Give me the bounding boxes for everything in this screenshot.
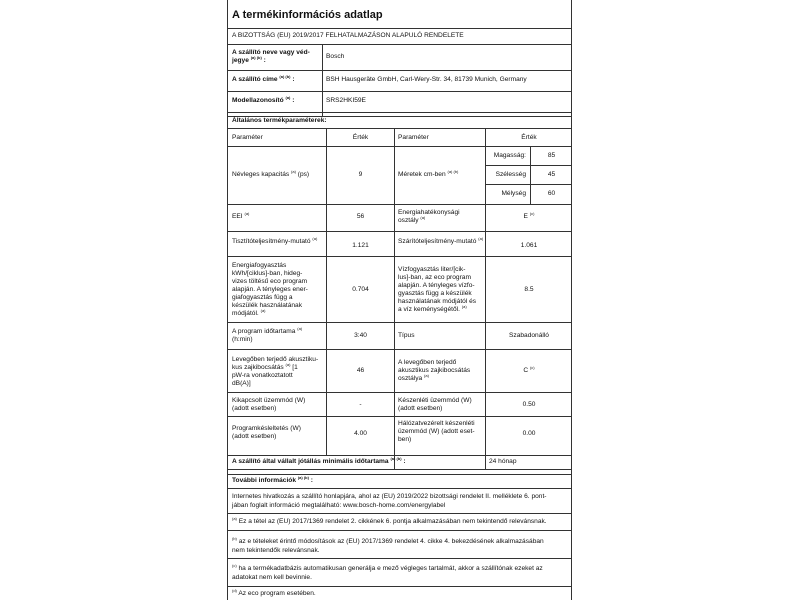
cleaning-label: Tisztítóteljesítmény-mutató — [232, 238, 311, 245]
noise-class-ref: (a) — [424, 372, 429, 378]
noise-label-line: [1 — [292, 364, 298, 371]
eei-label: EEI — [232, 213, 243, 220]
width-label: Szélesség — [495, 171, 526, 178]
standby-label-2: (adott esetben) — [398, 405, 443, 412]
capacity-unit: (ps) — [297, 171, 310, 178]
energy-consumption-label-line: készülék használatának — [232, 302, 303, 309]
column-header-parameter-right: Paraméter — [398, 134, 429, 141]
column-header-value: Érték — [352, 134, 369, 141]
footnote-b-line-2: nem tekintendők relevánsnak. — [232, 547, 320, 554]
eei-ref: (a) — [244, 210, 250, 216]
noise-class-label-line: A levegőben terjedő — [398, 359, 457, 366]
program-duration-label-2: (h:min) — [232, 336, 253, 343]
water-consumption-label-line: használatának módjától és — [398, 298, 477, 305]
energy-class-label-2: osztály — [398, 217, 419, 224]
water-consumption-label-line: lus]-ban, az eco program — [398, 274, 471, 281]
footnote-a-ref: (a) — [232, 515, 237, 521]
footnote-c-line-2: adatokat nem kell bevinnie. — [232, 574, 312, 581]
energy-consumption-ref: (a) — [260, 307, 266, 313]
networked-standby-label-line: üzemmód (W) (adott eset- — [398, 428, 475, 435]
supplier-address-refs: (a) (b) — [279, 73, 291, 79]
noise-class-value-ref: (c) — [529, 364, 535, 370]
capacity-ref: (a) — [291, 168, 296, 174]
depth-value: 60 — [547, 190, 556, 197]
water-consumption-ref: (a) — [461, 303, 467, 309]
footnote-b-line-1: az e tételeket érintő módosítások az (EU) 2017/1369 rendelet 4. cikke 4. bekezdésének alkalmazásában — [238, 538, 544, 545]
capacity-label: Névleges kapacitás — [232, 171, 290, 178]
energy-consumption-label-line: kWh/[ciklus]-ban, hideg- — [232, 270, 303, 277]
footnote-a-text: Ez a tétel az (EU) 2017/1369 rendelet 2. cikkének 6. pontja alkalmazásában nem tekintendő relevánsnak. — [238, 518, 547, 525]
standby-label-1: Készenléti üzemmód (W) — [398, 397, 472, 404]
cleaning-value: 1.121 — [352, 242, 369, 249]
capacity-value: 9 — [358, 171, 363, 178]
column-header-value-right: Érték — [521, 134, 537, 141]
delay-start-value: 4.00 — [354, 430, 367, 437]
footnote-d-text: Az eco program esetében. — [238, 590, 316, 597]
noise-class-label-line: akusztikus zajkibocsátás — [398, 367, 471, 374]
width-value: 45 — [547, 171, 556, 178]
supplier-name-value: Bosch — [326, 53, 345, 60]
more-info-heading: További információk — [232, 477, 296, 484]
noise-ref: (a) — [285, 361, 291, 367]
dimensions-label: Méretek cm-ben — [398, 171, 446, 178]
footnote-d-ref: (d) — [232, 587, 237, 593]
off-mode-value: - — [359, 401, 362, 408]
model-refs: (a) — [285, 94, 291, 100]
water-consumption-label-line: alapján. A tényleges vízfo- — [398, 282, 475, 289]
energy-consumption-label-line: alapján. A tényleges ener- — [232, 286, 308, 293]
noise-label-line: pW-ra vonatkoztatott — [232, 372, 293, 379]
guarantee-refs: (a) (b) — [390, 455, 402, 461]
energy-class-value: E — [523, 213, 528, 220]
delay-start-label-2: (adott esetben) — [232, 433, 277, 440]
supplier-address-label: A szállító címe — [232, 76, 278, 83]
noise-label-line: Levegőben terjedő akusztiku- — [232, 356, 319, 363]
drying-value: 1.061 — [520, 242, 538, 249]
program-duration-label-1: A program időtartama — [232, 328, 296, 335]
energy-consumption-label-line: giafogyasztás függ a — [232, 294, 293, 301]
noise-label-line: dB(A)] — [232, 380, 251, 387]
noise-class-value: C — [523, 367, 529, 374]
supplier-name-label-2: jegye — [232, 57, 249, 64]
page-title: A termékinformációs adatlap — [232, 9, 383, 21]
type-value: Szabadonálló — [509, 332, 549, 339]
supplier-name-refs: (a) (b) — [250, 54, 262, 60]
type-label: Típus — [398, 332, 415, 339]
more-info-line-2: jában foglalt információ megtalálható: www.bosch-home.com/energylabel — [232, 502, 446, 509]
eei-value: 56 — [356, 213, 365, 220]
footnote-c-ref: (c) — [232, 562, 237, 568]
energy-class-label-1: Energiahatékonysági — [398, 209, 460, 216]
depth-label: Mélység — [501, 190, 526, 197]
cleaning-ref: (a) — [312, 235, 318, 241]
water-consumption-label-line: Vízfogyasztás liter/[cik- — [398, 266, 466, 273]
guarantee-value: 24 hónap — [489, 458, 517, 465]
dimensions-refs: (a) (b) — [447, 168, 459, 174]
water-consumption-value: 8.5 — [524, 286, 534, 293]
height-value: 85 — [547, 152, 556, 159]
networked-standby-label-line: Hálózatvezérelt készenléti — [398, 420, 475, 427]
energy-consumption-label-line: módjától. — [232, 310, 259, 317]
energy-class-value-ref: (c) — [529, 210, 535, 216]
height-label: Magasság: — [493, 152, 526, 159]
model-label: Modellazonosító — [232, 97, 284, 104]
energy-consumption-label-line: Energiafogyasztás — [232, 262, 287, 269]
networked-standby-label-line: ben) — [398, 436, 412, 443]
standby-value: 0.50 — [522, 401, 536, 408]
delay-start-label-1: Programkésleltetés (W) — [232, 425, 301, 432]
water-consumption-label-line: gyasztás függ a készülék — [398, 290, 472, 297]
energy-consumption-value: 0.704 — [352, 286, 369, 293]
drying-label: Szárítóteljesítmény-mutató — [398, 238, 477, 245]
program-duration-value: 3:40 — [354, 332, 367, 339]
supplier-name-label-1: A szállító neve vagy véd- — [232, 49, 310, 56]
water-consumption-label-line: a víz keménységétől. — [398, 306, 460, 313]
program-duration-ref: (a) — [297, 325, 303, 331]
model-value: SRS2HKI59E — [326, 97, 366, 104]
regulation-subtitle: A BIZOTTSÁG (EU) 2019/2017 FELHATALMAZÁSON ALAPULÓ RENDELETE — [232, 32, 464, 39]
noise-value: 46 — [356, 367, 365, 374]
energy-class-ref: (a) — [420, 214, 426, 220]
footnote-c-line-1: ha a termékadatbázis automatikusan generálja e mező végleges tartalmát, akkor a szállítónak ezeket az — [238, 565, 543, 572]
general-parameters-heading: Általános termékparaméterek: — [232, 117, 327, 124]
more-info-refs: (a) (b) — [297, 474, 309, 480]
drying-ref: (a) — [478, 235, 484, 241]
networked-standby-value: 0.00 — [522, 430, 536, 437]
off-mode-label-1: Kikapcsolt üzemmód (W) — [232, 397, 306, 404]
noise-class-label-line: osztálya — [398, 375, 423, 382]
guarantee-label: A szállító által vállalt jótállás minimális időtartama — [232, 458, 389, 465]
column-header-parameter: Paraméter — [232, 134, 263, 141]
energy-consumption-label-line: vizes töltésű eco program — [232, 278, 308, 285]
footnote-b-ref: (b) — [232, 535, 237, 541]
more-info-line-1: Internetes hivatkozás a szállító honlapjára, ahol az (EU) 2019/2022 bizottsági rendelet II. melléklete 6. pont- — [232, 493, 547, 500]
supplier-address-value: BSH Hausgeräte GmbH, Carl-Wery-Str. 34, 81739 Munich, Germany — [326, 76, 527, 83]
off-mode-label-2: (adott esetben) — [232, 405, 277, 412]
noise-label-line: kus zajkibocsátás — [232, 364, 284, 371]
